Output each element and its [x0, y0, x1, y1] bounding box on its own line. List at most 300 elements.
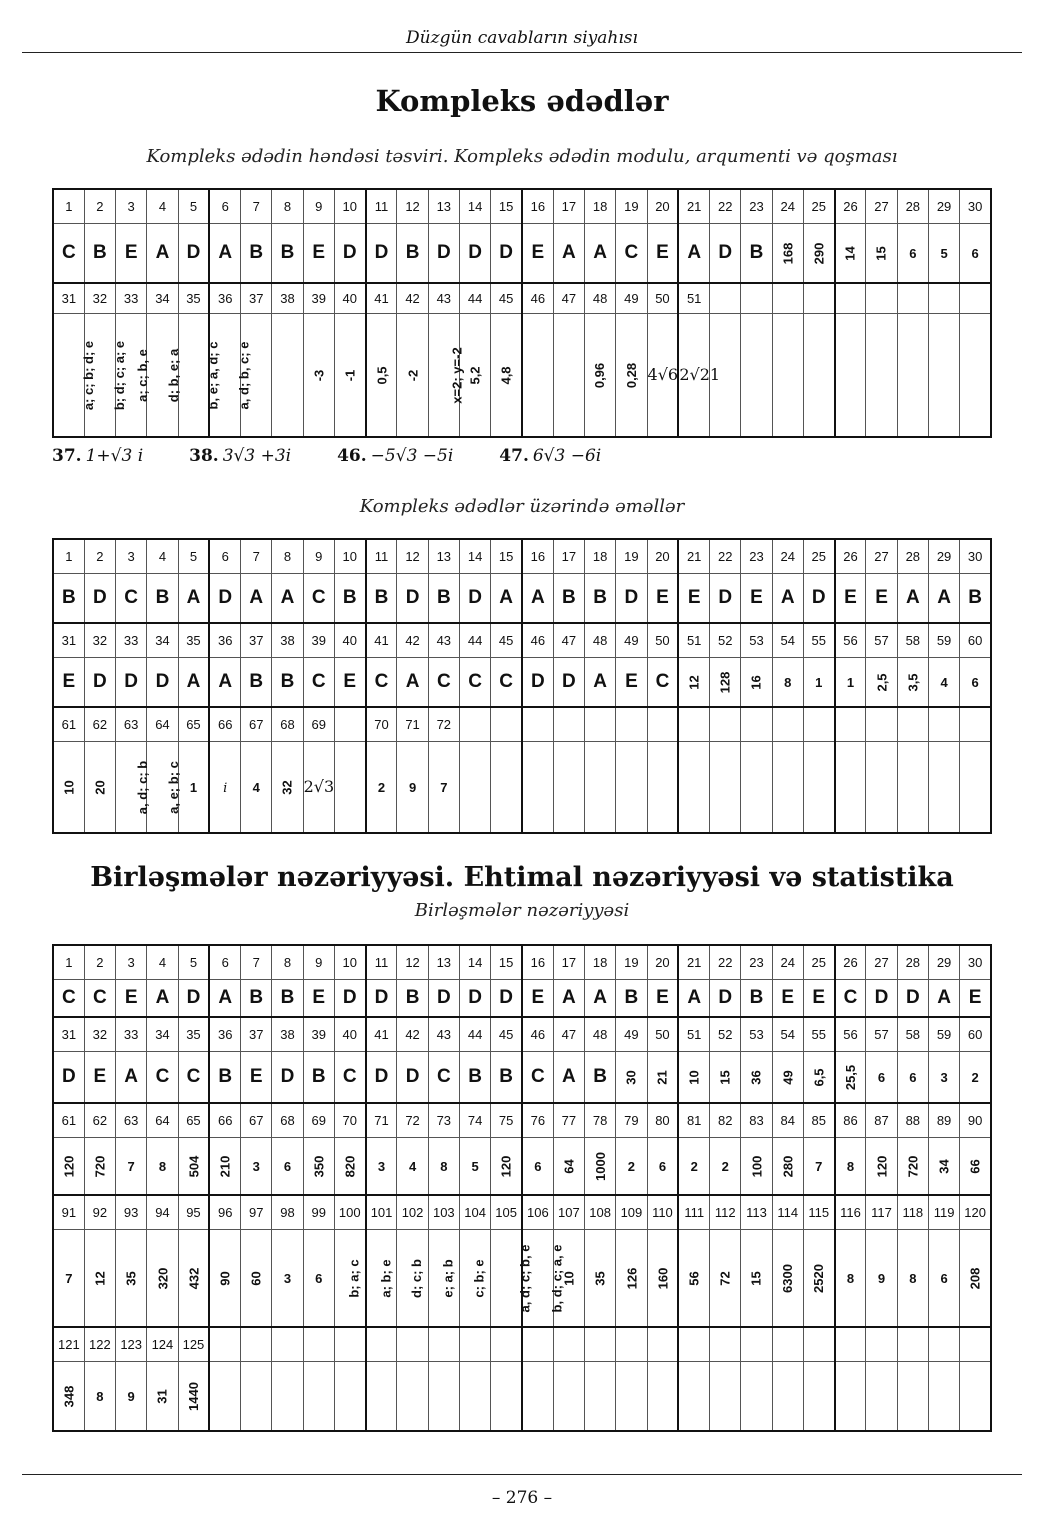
answer-cell [866, 657, 897, 707]
answer-cell [522, 1137, 553, 1195]
answer-value: B [249, 986, 264, 1008]
answer-value: B [624, 986, 639, 1008]
answer-cell [678, 657, 709, 707]
answer-cell [772, 1051, 803, 1103]
answer-value: B [249, 670, 264, 692]
answer-value: -2 [405, 369, 421, 382]
question-number: 32 [84, 283, 115, 313]
answer-cell [334, 979, 365, 1017]
answer-value: b; a; c [346, 1259, 362, 1298]
question-number: 89 [928, 1103, 959, 1137]
question-number: 9 [303, 189, 334, 223]
question-number [710, 1327, 741, 1361]
answer-cell [835, 1137, 866, 1195]
answer-cell [647, 741, 678, 833]
answer-value: B [249, 241, 264, 263]
question-number: 29 [928, 539, 959, 573]
answer-value: 32 [279, 780, 295, 795]
answer-value: 3 [377, 1158, 386, 1174]
answer-value: A [937, 986, 951, 1008]
answer-cell [84, 1137, 115, 1195]
question-number: 8 [272, 539, 303, 573]
answer-cell [84, 573, 115, 623]
question-number: 78 [585, 1103, 616, 1137]
question-number [522, 707, 553, 741]
question-number: 64 [147, 1103, 178, 1137]
question-number [835, 707, 866, 741]
answer-value: D [624, 586, 639, 608]
question-number: 2 [84, 539, 115, 573]
question-number: 108 [585, 1195, 616, 1229]
extra-answer [499, 446, 601, 466]
question-number [835, 283, 866, 313]
answer-value: 290 [811, 242, 827, 265]
question-number-row [53, 623, 991, 657]
answer-cell [553, 1137, 584, 1195]
question-number: 56 [835, 623, 866, 657]
question-number: 27 [866, 945, 897, 979]
answer-value: C [311, 586, 326, 608]
answer-cell [741, 741, 772, 833]
question-number: 36 [209, 1017, 240, 1051]
question-number: 123 [116, 1327, 147, 1361]
answer-value: 12 [686, 675, 702, 690]
question-number: 42 [397, 283, 428, 313]
answer-value: 120 [498, 1155, 514, 1178]
subsection-title-combinatorics: Birləşmələr nəzəriyyəsi [414, 900, 630, 921]
answer-cell [334, 1137, 365, 1195]
answer-cell [835, 1229, 866, 1327]
question-number: 22 [710, 539, 741, 573]
answer-cell [241, 979, 272, 1017]
question-number: 40 [334, 1017, 365, 1051]
question-number [459, 1327, 490, 1361]
question-number: 63 [116, 1103, 147, 1137]
answer-value: 348 [61, 1385, 77, 1408]
answer-cell [209, 1361, 240, 1431]
question-number [241, 1327, 272, 1361]
answer-table-operations [52, 538, 992, 834]
answer-cell [678, 223, 709, 283]
question-number: 22 [710, 189, 741, 223]
answer-value: 8 [846, 1158, 855, 1174]
answer-value: D [342, 241, 357, 263]
answer-value: 34 [936, 1159, 952, 1174]
answer-cell [928, 1137, 959, 1195]
answer-value: E [687, 586, 701, 608]
answer-value: A [218, 670, 233, 692]
answer-cell [647, 1229, 678, 1327]
answer-cell [647, 313, 678, 437]
answer-value: -1 [342, 369, 358, 382]
answer-cell [366, 1229, 397, 1327]
question-number [960, 707, 991, 741]
answer-value: 720 [92, 1155, 108, 1178]
question-number: 30 [960, 539, 991, 573]
answer-cell [710, 573, 741, 623]
answer-value: 6 [971, 245, 979, 261]
answer-cell [585, 223, 616, 283]
answer-cell [772, 1361, 803, 1431]
answer-value: -3 [311, 369, 327, 382]
answer-value: 3 [940, 1069, 948, 1085]
answer-value: D [405, 1065, 420, 1087]
question-number: 16 [522, 945, 553, 979]
question-number: 74 [459, 1103, 490, 1137]
answer-cell [116, 573, 147, 623]
question-number: 33 [116, 1017, 147, 1051]
answer-cell [553, 313, 584, 437]
question-number: 31 [53, 1017, 84, 1051]
answer-cell [428, 1229, 459, 1327]
answer-value: E [124, 241, 138, 263]
question-number: 77 [553, 1103, 584, 1137]
answer-cell [616, 223, 647, 283]
question-number [897, 707, 928, 741]
answer-cell [178, 979, 209, 1017]
answer-value: 21 [654, 1070, 670, 1085]
extra-answer-label: 46. [337, 446, 367, 466]
answer-value: D [93, 670, 107, 692]
question-number [272, 1327, 303, 1361]
question-number: 38 [272, 1017, 303, 1051]
question-number: 41 [366, 283, 397, 313]
question-number: 40 [334, 623, 365, 657]
question-number: 47 [553, 1017, 584, 1051]
answer-cell [772, 313, 803, 437]
answer-value: D [342, 986, 357, 1008]
answer-cell [303, 573, 334, 623]
answer-cell [647, 1051, 678, 1103]
question-number: 81 [678, 1103, 709, 1137]
answer-cell [84, 1051, 115, 1103]
question-number [897, 1327, 928, 1361]
answer-value: D [218, 586, 233, 608]
question-number: 13 [428, 945, 459, 979]
answer-row [53, 1361, 991, 1431]
question-number: 87 [866, 1103, 897, 1137]
answer-row [53, 313, 991, 437]
question-number-row [53, 1195, 991, 1229]
answer-cell [303, 657, 334, 707]
answer-value: 49 [780, 1070, 796, 1085]
answer-value: E [750, 586, 763, 608]
question-number [334, 707, 365, 741]
answer-cell [678, 741, 709, 833]
question-number [866, 283, 897, 313]
answer-value: 66 [967, 1159, 983, 1174]
question-number-row [53, 945, 991, 979]
answer-cell [428, 1361, 459, 1431]
answer-value: E [781, 986, 795, 1008]
answer-value: B [468, 1065, 482, 1087]
answer-value: 15 [748, 1271, 764, 1286]
answer-cell [741, 1051, 772, 1103]
question-number: 4 [147, 945, 178, 979]
answer-cell [678, 979, 709, 1017]
question-number: 70 [334, 1103, 365, 1137]
answer-cell [803, 1361, 834, 1431]
answer-value: a; c; b, e [134, 348, 150, 402]
answer-cell [147, 979, 178, 1017]
answer-value: 820 [342, 1155, 358, 1178]
question-number: 42 [397, 623, 428, 657]
extra-answer-value: 6√3 −6i [532, 446, 602, 466]
answer-cell [960, 1051, 991, 1103]
answer-cell [710, 1361, 741, 1431]
answer-cell [147, 1361, 178, 1431]
answer-cell [334, 1051, 365, 1103]
answer-cell [209, 1229, 240, 1327]
answer-value: D [499, 986, 513, 1008]
question-number: 12 [397, 945, 428, 979]
answer-value: 72 [717, 1271, 733, 1286]
question-number: 32 [84, 623, 115, 657]
header-rule [22, 52, 1022, 53]
answer-cell [116, 1051, 147, 1103]
question-number: 12 [397, 189, 428, 223]
answer-cell [491, 741, 522, 833]
answer-value: 4 [408, 1158, 417, 1174]
answer-value: B [218, 1065, 233, 1087]
answer-value: D [186, 986, 201, 1008]
answer-cell [334, 573, 365, 623]
answer-cell [178, 1051, 209, 1103]
question-number [835, 1327, 866, 1361]
answer-cell [678, 573, 709, 623]
answer-value: B [280, 670, 295, 692]
answer-value: e; a; b [440, 1259, 456, 1298]
answer-value: 2520 [811, 1263, 827, 1293]
answer-value: 1440 [185, 1381, 201, 1411]
question-number: 50 [647, 1017, 678, 1051]
section-title-combinatorics: Birləşmələr nəzəriyyəsi. Ehtimal nəzəriyyəsi və statistika [90, 862, 954, 893]
answer-cell [366, 979, 397, 1017]
answer-value: 8 [846, 1270, 855, 1286]
answer-cell [303, 741, 334, 833]
answer-cell [522, 979, 553, 1017]
answer-value: a, d; b, c; e [236, 341, 252, 410]
question-number-row [53, 539, 991, 573]
question-number: 103 [428, 1195, 459, 1229]
answer-cell [835, 573, 866, 623]
answer-value: E [625, 670, 638, 692]
answer-value: 9 [127, 1388, 135, 1404]
answer-value: D [499, 241, 513, 263]
answer-value: 6 [909, 245, 917, 261]
answer-cell [459, 223, 490, 283]
answer-value: B [593, 1065, 608, 1087]
answer-cell [553, 1361, 584, 1431]
answer-cell [366, 1361, 397, 1431]
question-number [647, 1327, 678, 1361]
answer-cell [147, 223, 178, 283]
question-number: 12 [397, 539, 428, 573]
answer-cell [835, 223, 866, 283]
question-number: 60 [960, 1017, 991, 1051]
question-number: 21 [678, 945, 709, 979]
answer-value: B [436, 586, 451, 608]
question-number: 18 [585, 945, 616, 979]
answer-cell [84, 1229, 115, 1327]
answer-value: E [249, 1065, 263, 1087]
question-number: 64 [147, 707, 178, 741]
answer-value: B [342, 586, 357, 608]
answer-value: C [93, 986, 107, 1008]
answer-value: D [374, 241, 389, 263]
answer-value: A [687, 241, 702, 263]
answer-value: A [780, 586, 795, 608]
answer-cell [522, 1051, 553, 1103]
answer-cell [897, 573, 928, 623]
answer-cell [585, 1361, 616, 1431]
answer-value: D [874, 986, 889, 1008]
answer-value: E [875, 586, 888, 608]
answer-value: 15 [874, 246, 890, 261]
answer-cell [303, 1229, 334, 1327]
question-number: 45 [491, 623, 522, 657]
answer-cell [803, 573, 834, 623]
answer-value: D [186, 241, 201, 263]
answer-value: B [749, 986, 764, 1008]
question-number: 37 [241, 1017, 272, 1051]
answer-value: 35 [123, 1271, 139, 1286]
question-number [897, 283, 928, 313]
answer-value: 20 [92, 780, 108, 795]
answer-cell [710, 1137, 741, 1195]
answer-cell [334, 223, 365, 283]
question-number: 35 [178, 623, 209, 657]
question-number: 109 [616, 1195, 647, 1229]
answer-value: a, d; c; b [135, 760, 151, 814]
answer-value: A [937, 586, 951, 608]
question-number: 102 [397, 1195, 428, 1229]
answer-cell [459, 1229, 490, 1327]
question-number: 15 [491, 189, 522, 223]
answer-value: B [499, 1065, 513, 1087]
answer-cell [459, 1361, 490, 1431]
answer-value: B [968, 586, 982, 608]
answer-value: D [155, 670, 170, 692]
answer-cell [835, 741, 866, 833]
question-number [772, 1327, 803, 1361]
answer-value: A [687, 986, 702, 1008]
answer-table-geometric [52, 188, 992, 438]
question-number: 58 [897, 1017, 928, 1051]
question-number: 49 [616, 623, 647, 657]
question-number: 67 [241, 707, 272, 741]
question-number: 23 [741, 539, 772, 573]
answer-value: 6 [971, 674, 979, 690]
answer-cell [397, 313, 428, 437]
question-number: 10 [334, 189, 365, 223]
question-number: 28 [897, 945, 928, 979]
answer-cell [647, 657, 678, 707]
question-number: 118 [897, 1195, 928, 1229]
answer-cell [272, 313, 303, 437]
answer-value: 8 [784, 674, 792, 690]
answer-value: 31 [154, 1389, 170, 1404]
answer-cell [803, 979, 834, 1017]
answer-cell [647, 1137, 678, 1195]
answer-value: 350 [311, 1155, 327, 1178]
question-number: 41 [366, 623, 397, 657]
answer-cell [397, 741, 428, 833]
answer-value: 4 [252, 779, 260, 795]
answer-value: A [499, 586, 513, 608]
answer-value: D [468, 241, 482, 263]
answer-value: 0,5 [374, 366, 390, 385]
question-number [866, 1327, 897, 1361]
answer-cell [53, 1051, 84, 1103]
extra-answer [337, 446, 453, 466]
answer-value: B [593, 586, 608, 608]
answer-value: 128 [717, 671, 733, 694]
answer-cell [397, 1137, 428, 1195]
question-number: 70 [366, 707, 397, 741]
answer-value: 2 [690, 1158, 698, 1174]
question-number: 107 [553, 1195, 584, 1229]
answer-cell [303, 979, 334, 1017]
question-number: 44 [459, 1017, 490, 1051]
question-number: 68 [272, 1103, 303, 1137]
question-number: 51 [678, 623, 709, 657]
answer-cell [928, 741, 959, 833]
question-number: 26 [835, 539, 866, 573]
answer-value: C [655, 670, 670, 692]
question-number: 20 [647, 945, 678, 979]
question-number: 9 [303, 945, 334, 979]
answer-cell [84, 1361, 115, 1431]
answer-cell [116, 1361, 147, 1431]
question-number: 48 [585, 1017, 616, 1051]
question-number: 67 [241, 1103, 272, 1137]
question-number: 125 [178, 1327, 209, 1361]
answer-value: D [374, 986, 389, 1008]
answer-value: 36 [748, 1070, 764, 1085]
answer-value: A [186, 670, 201, 692]
answer-value: C [436, 670, 451, 692]
answer-cell [522, 573, 553, 623]
footer-rule [22, 1474, 1022, 1475]
answer-value: b; d; c; a; e [111, 340, 127, 410]
answer-cell [491, 1137, 522, 1195]
answer-value: D [62, 1065, 76, 1087]
answer-value: 6 [909, 1069, 917, 1085]
question-number [710, 283, 741, 313]
answer-value: 8 [440, 1158, 448, 1174]
question-number-row [53, 1103, 991, 1137]
answer-cell [428, 1051, 459, 1103]
answer-value: D [374, 1065, 389, 1087]
question-number: 88 [897, 1103, 928, 1137]
answer-cell [116, 979, 147, 1017]
question-number: 35 [178, 283, 209, 313]
answer-value: 5 [471, 1158, 479, 1174]
page-number: – 276 – [491, 1488, 553, 1508]
answer-value: A [562, 1065, 576, 1087]
answer-value: 7 [440, 779, 448, 795]
answer-cell [835, 1051, 866, 1103]
answer-row [53, 1229, 991, 1327]
answer-cell [585, 1229, 616, 1327]
answer-value: B [374, 586, 389, 608]
answer-cell [710, 223, 741, 283]
answer-cell [866, 1229, 897, 1327]
answer-value: 90 [217, 1271, 233, 1286]
answer-cell [741, 1229, 772, 1327]
answer-cell [772, 573, 803, 623]
